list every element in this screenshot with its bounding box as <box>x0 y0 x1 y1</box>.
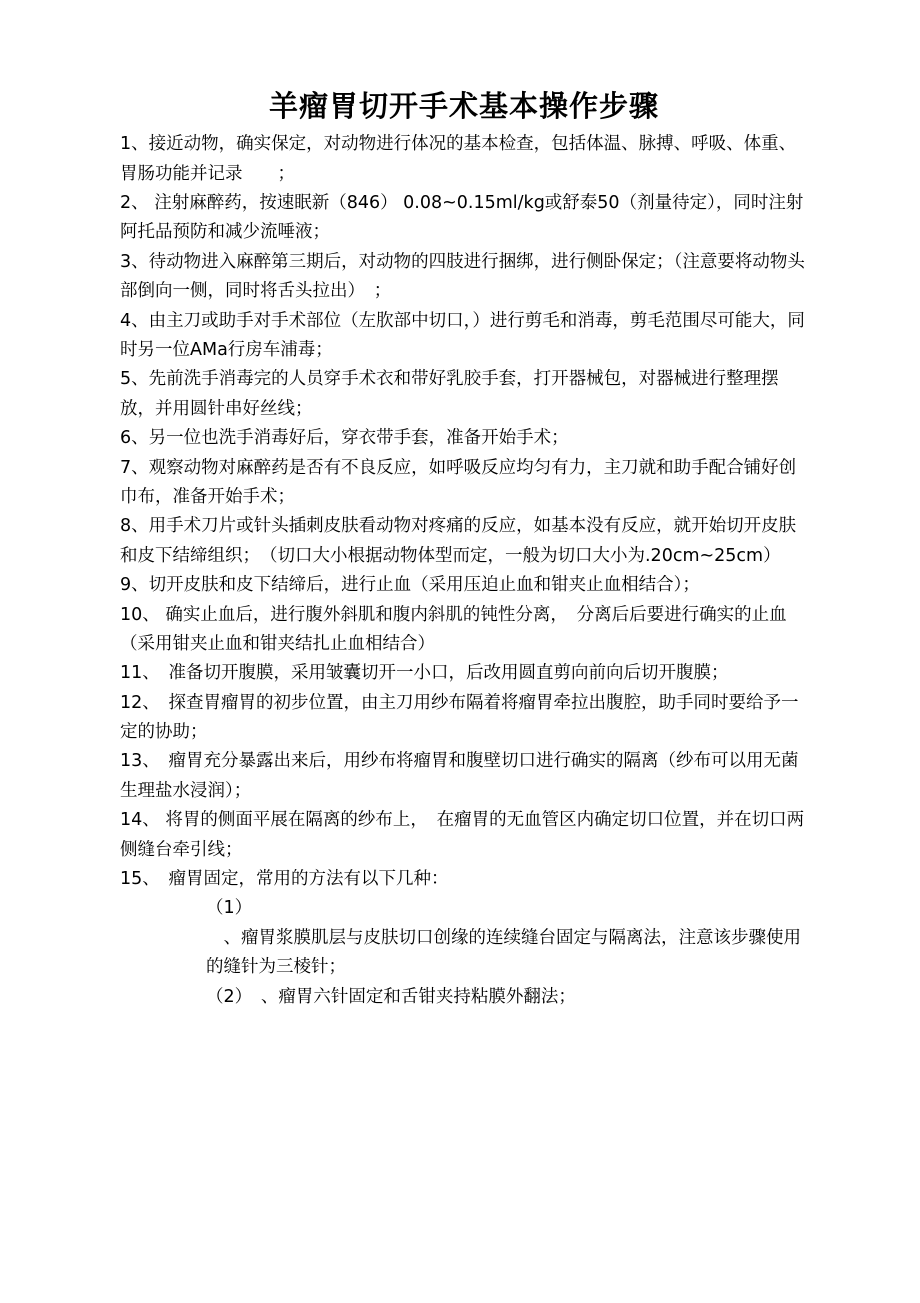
paragraph-step-15: 15、 瘤胃固定，常用的方法有以下几种： <box>120 869 449 890</box>
page-title: 羊瘤胃切开手术基本操作步骤 <box>268 89 659 123</box>
paragraph-step-10: 10、 确实止血后，进行腹外斜肌和腹内斜肌的钝性分离， 分离后后要进行确实的止血（采用钳夹止血和钳夹结扎止血相结合） <box>120 604 787 654</box>
paragraph-step-5: 5、先前洗手消毒完的人员穿手术衣和带好乳胶手套，打开器械包，对器械进行整理摆放，并用圆针串好丝线； <box>120 369 779 419</box>
paragraph-step-3: 3、待动物进入麻醉第三期后，对动物的四肢进行捆绑，进行侧卧保定；（注意要将动物头部倒向一侧，同时将舌头拉出） ； <box>120 251 805 302</box>
paragraph-step-15-sub-1-text: 、瘤胃浆膜肌层与皮肤切口创缘的连续缝台固定与隔离法，注意该步骤使用的缝针为三棱针； <box>206 927 801 978</box>
paragraph-step-1: 1、接近动物，确实保定，对动物进行体况的基本检查，包括体温、脉搏、呼吸、体重、胃肠功能并记录 ； <box>120 134 797 184</box>
paragraph-step-14: 14、 将胃的侧面平展在隔离的纱布上， 在瘤胃的无血管区内确定切口位置，并在切口两侧缝台牵引线； <box>120 810 805 860</box>
paragraph-step-15-sub-2: （2） 、瘤胃六针固定和舌钳夹持粘膜外翻法； <box>206 986 576 1007</box>
paragraph-step-13: 13、 瘤胃充分暴露出来后，用纱布将瘤胃和腹壁切口进行确实的隔离（纱布可以用无菌生理盐水浸润）； <box>120 751 799 801</box>
paragraph-step-6: 6、另一位也洗手消毒好后，穿衣带手套，准备开始手术； <box>120 428 569 449</box>
paragraph-step-2: 2、 注射麻醉药，按速眠新（846） 0.08~0.15ml/kg或舒泰50（剂量待定），同时注射阿托品预防和减少流唾液； <box>120 193 804 243</box>
paragraph-step-15-sub-1-number: （1） <box>206 898 253 919</box>
paragraph-step-12: 12、 探查胃瘤胃的初步位置，由主刀用纱布隔着将瘤胃牵拉出腹腔，助手同时要给予一定的协助； <box>120 692 799 743</box>
document-body <box>120 130 808 1012</box>
paragraph-step-8: 8、用手术刀片或针头插刺皮肤看动物对疼痛的反应，如基本没有反应，就开始切开皮肤和皮下结缔组织； （切口大小根据动物体型而定，一般为切口大小为.20cm~25cm） <box>120 516 797 566</box>
paragraph-step-7: 7、观察动物对麻醉药是否有不良反应，如呼吸反应均匀有力，主刀就和助手配合铺好创巾布，准备开始手术； <box>120 457 797 507</box>
paragraph-step-9: 9、切开皮肤和皮下结缔后，进行止血（采用压迫止血和钳夹止血相结合）； <box>120 575 700 596</box>
paragraph-step-4: 4、由主刀或助手对手术部位（左肷部中切口，）进行剪毛和消毒，剪毛范围尽可能大，同时另一位AMa行房车浦毒； <box>120 310 805 360</box>
paragraph-step-11: 11、 准备切开腹膜，采用皱囊切开一小口，后改用圆直剪向前向后切开腹膜； <box>120 663 729 684</box>
